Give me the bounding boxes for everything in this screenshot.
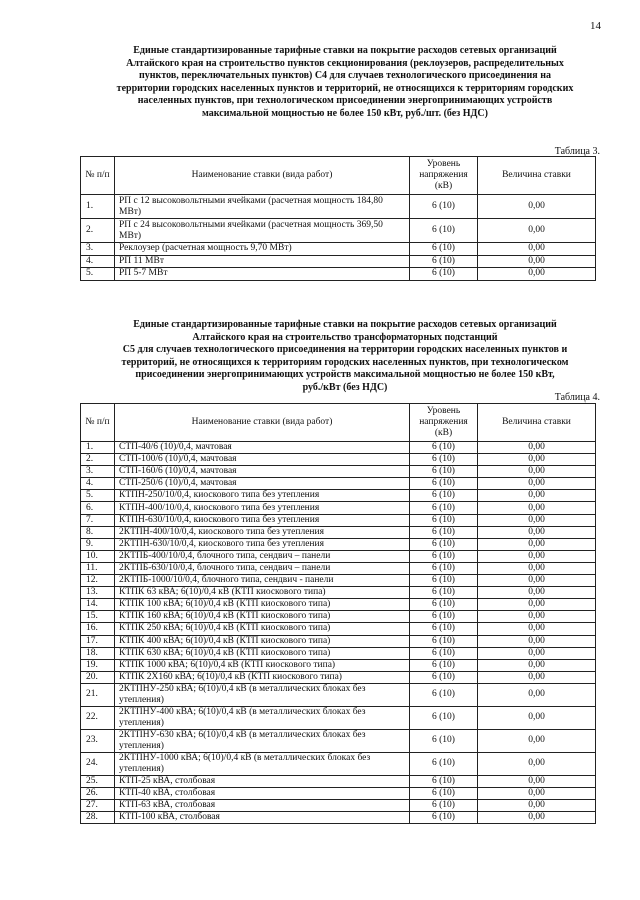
table-row bbox=[81, 575, 596, 587]
row-name: 2КТПН-630/10/0,4, киоскового типа без утепления bbox=[115, 538, 410, 550]
row-name: РП с 12 высоковольтными ячейками (расчетная мощность 184,80 МВт) bbox=[115, 195, 410, 219]
row-voltage: 6 (10) bbox=[410, 671, 478, 683]
row-name: СТП-40/6 (10)/0,4, мачтовая bbox=[115, 442, 410, 454]
row-name: КТПН-250/10/0,4, киоскового типа без утепления bbox=[115, 490, 410, 502]
row-voltage: 6 (10) bbox=[410, 478, 478, 490]
row-name: СТП-160/6 (10)/0,4, мачтовая bbox=[115, 466, 410, 478]
header-voltage: Уровень напряжения (кВ) bbox=[410, 404, 478, 442]
row-name: 2КТПНУ-250 кВА; 6(10)/0,4 кВ (в металлических блоках без утепления) bbox=[115, 683, 410, 706]
row-number: 10. bbox=[81, 550, 115, 562]
row-voltage: 6 (10) bbox=[410, 243, 478, 256]
row-voltage: 6 (10) bbox=[410, 466, 478, 478]
table-row bbox=[81, 671, 596, 683]
row-value: 0,00 bbox=[478, 599, 596, 611]
row-value: 0,00 bbox=[478, 800, 596, 812]
heading-line: Единые стандартизированные тарифные ставки на покрытие расходов сетевых организаций bbox=[133, 45, 557, 56]
row-voltage: 6 (10) bbox=[410, 587, 478, 599]
row-voltage: 6 (10) bbox=[410, 514, 478, 526]
row-value: 0,00 bbox=[478, 514, 596, 526]
row-number: 24. bbox=[81, 752, 115, 775]
row-voltage: 6 (10) bbox=[410, 490, 478, 502]
heading-line: Алтайского края на строительство пунктов секционирования (реклоузеров, распределительных bbox=[126, 57, 564, 69]
row-value: 0,00 bbox=[478, 562, 596, 574]
table-4-label: Таблица 4. bbox=[554, 392, 600, 403]
row-name: РП 5-7 МВт bbox=[115, 268, 410, 281]
row-name: 2КТПНУ-630 кВА; 6(10)/0,4 кВ (в металлических блоках без утепления) bbox=[115, 729, 410, 752]
table-row bbox=[81, 659, 596, 671]
row-name: РП 11 МВт bbox=[115, 255, 410, 268]
row-name: 2КТПНУ-400 кВА; 6(10)/0,4 кВ (в металлических блоках без утепления) bbox=[115, 706, 410, 729]
row-value: 0,00 bbox=[478, 478, 596, 490]
table-header-row bbox=[81, 157, 596, 195]
row-number: 9. bbox=[81, 538, 115, 550]
row-number: 2. bbox=[81, 219, 115, 243]
table-row bbox=[81, 255, 596, 268]
row-voltage: 6 (10) bbox=[410, 268, 478, 281]
row-value: 0,00 bbox=[478, 575, 596, 587]
row-voltage: 6 (10) bbox=[410, 550, 478, 562]
table-3-heading bbox=[80, 45, 610, 120]
table-row bbox=[81, 683, 596, 706]
row-voltage: 6 (10) bbox=[410, 526, 478, 538]
row-voltage: 6 (10) bbox=[410, 195, 478, 219]
row-name: 2КТПНУ-1000 кВА; 6(10)/0,4 кВ (в металлических блоках без утепления) bbox=[115, 752, 410, 775]
row-name: КТПК 400 кВА; 6(10)/0,4 кВ (КТП киоскового типа) bbox=[115, 635, 410, 647]
row-number: 2. bbox=[81, 454, 115, 466]
row-voltage: 6 (10) bbox=[410, 752, 478, 775]
heading-line: присоединении энергопринимающих устройств максимальной мощностью не более 150 кВт, bbox=[135, 369, 555, 380]
table-row bbox=[81, 466, 596, 478]
table-row bbox=[81, 219, 596, 243]
table-row bbox=[81, 623, 596, 635]
row-number: 5. bbox=[81, 268, 115, 281]
row-number: 14. bbox=[81, 599, 115, 611]
row-voltage: 6 (10) bbox=[410, 219, 478, 243]
table-row bbox=[81, 635, 596, 647]
row-voltage: 6 (10) bbox=[410, 599, 478, 611]
heading-line: С5 для случаев технологического присоединения на территории городских населенных пунктов и bbox=[122, 344, 568, 355]
row-name: КТПК 160 кВА; 6(10)/0,4 кВ (КТП киоскового типа) bbox=[115, 611, 410, 623]
table-row bbox=[81, 478, 596, 490]
row-name: СТП-100/6 (10)/0,4, мачтовая bbox=[115, 454, 410, 466]
row-number: 5. bbox=[81, 490, 115, 502]
table-row bbox=[81, 195, 596, 219]
row-number: 19. bbox=[81, 659, 115, 671]
table-row bbox=[81, 502, 596, 514]
table-row bbox=[81, 243, 596, 256]
row-value: 0,00 bbox=[478, 538, 596, 550]
row-number: 27. bbox=[81, 800, 115, 812]
row-value: 0,00 bbox=[478, 587, 596, 599]
row-voltage: 6 (10) bbox=[410, 787, 478, 799]
row-number: 28. bbox=[81, 812, 115, 824]
row-value: 0,00 bbox=[478, 195, 596, 219]
table-row bbox=[81, 787, 596, 799]
row-voltage: 6 (10) bbox=[410, 706, 478, 729]
row-value: 0,00 bbox=[478, 502, 596, 514]
row-number: 4. bbox=[81, 255, 115, 268]
row-voltage: 6 (10) bbox=[410, 812, 478, 824]
row-name: КТПК 63 кВА; 6(10)/0,4 кВ (КТП киоскового типа) bbox=[115, 587, 410, 599]
header-name: Наименование ставки (вида работ) bbox=[115, 404, 410, 442]
row-number: 20. bbox=[81, 671, 115, 683]
heading-line: Единые стандартизированные тарифные ставки на покрытие расходов сетевых организаций bbox=[133, 319, 557, 330]
row-voltage: 6 (10) bbox=[410, 562, 478, 574]
row-value: 0,00 bbox=[478, 729, 596, 752]
row-name: КТПК 100 кВА; 6(10)/0,4 кВ (КТП киоскового типа) bbox=[115, 599, 410, 611]
row-name: 2КТПБ-1000/10/0,4, блочного типа, сендвич - панели bbox=[115, 575, 410, 587]
table-row bbox=[81, 587, 596, 599]
heading-line: максимальной мощностью не более 150 кВт, руб./шт. (без НДС) bbox=[202, 107, 488, 119]
row-value: 0,00 bbox=[478, 243, 596, 256]
row-voltage: 6 (10) bbox=[410, 635, 478, 647]
row-number: 1. bbox=[81, 195, 115, 219]
table-row bbox=[81, 442, 596, 454]
row-voltage: 6 (10) bbox=[410, 255, 478, 268]
row-value: 0,00 bbox=[478, 775, 596, 787]
row-name: Реклоузер (расчетная мощность 9,70 МВт) bbox=[115, 243, 410, 256]
heading-line: территории городских населенных пунктов и территорий, не относящихся к территориям городских bbox=[116, 82, 574, 94]
row-number: 21. bbox=[81, 683, 115, 706]
row-value: 0,00 bbox=[478, 466, 596, 478]
row-voltage: 6 (10) bbox=[410, 575, 478, 587]
table-header-row bbox=[81, 404, 596, 442]
row-number: 1. bbox=[81, 442, 115, 454]
table-row bbox=[81, 812, 596, 824]
table-row bbox=[81, 599, 596, 611]
row-value: 0,00 bbox=[478, 787, 596, 799]
row-value: 0,00 bbox=[478, 550, 596, 562]
heading-line: населенных пунктов, при технологическом присоединении энергопринимающих устройств bbox=[137, 95, 553, 106]
table-row bbox=[81, 647, 596, 659]
row-voltage: 6 (10) bbox=[410, 454, 478, 466]
row-voltage: 6 (10) bbox=[410, 775, 478, 787]
row-value: 0,00 bbox=[478, 219, 596, 243]
header-value: Величина ставки bbox=[478, 404, 596, 442]
row-voltage: 6 (10) bbox=[410, 623, 478, 635]
row-number: 3. bbox=[81, 243, 115, 256]
table-4 bbox=[80, 403, 596, 824]
table-row bbox=[81, 490, 596, 502]
row-number: 13. bbox=[81, 587, 115, 599]
table-3 bbox=[80, 156, 596, 281]
heading-line: пунктов, переключательных пунктов) С4 для случаев технологического присоединения на bbox=[139, 70, 551, 81]
row-number: 15. bbox=[81, 611, 115, 623]
table-row bbox=[81, 526, 596, 538]
header-value: Величина ставки bbox=[478, 157, 596, 195]
row-number: 8. bbox=[81, 526, 115, 538]
row-voltage: 6 (10) bbox=[410, 659, 478, 671]
table-row bbox=[81, 706, 596, 729]
row-value: 0,00 bbox=[478, 683, 596, 706]
table-row bbox=[81, 454, 596, 466]
row-name: КТПН-400/10/0,4, киоскового типа без утепления bbox=[115, 502, 410, 514]
row-voltage: 6 (10) bbox=[410, 611, 478, 623]
row-voltage: 6 (10) bbox=[410, 442, 478, 454]
row-number: 17. bbox=[81, 635, 115, 647]
row-value: 0,00 bbox=[478, 490, 596, 502]
table-3-label: Таблица 3. bbox=[554, 146, 600, 157]
row-value: 0,00 bbox=[478, 635, 596, 647]
row-number: 25. bbox=[81, 775, 115, 787]
table-4-body bbox=[81, 442, 596, 824]
table-4-heading bbox=[80, 319, 610, 394]
row-number: 26. bbox=[81, 787, 115, 799]
row-number: 6. bbox=[81, 502, 115, 514]
row-name: КТПК 630 кВА; 6(10)/0,4 кВ (КТП киоскового типа) bbox=[115, 647, 410, 659]
row-name: РП с 24 высоковольтными ячейками (расчетная мощность 369,50 МВт) bbox=[115, 219, 410, 243]
row-value: 0,00 bbox=[478, 647, 596, 659]
row-voltage: 6 (10) bbox=[410, 800, 478, 812]
row-voltage: 6 (10) bbox=[410, 647, 478, 659]
row-value: 0,00 bbox=[478, 454, 596, 466]
header-num: № п/п bbox=[81, 404, 115, 442]
row-value: 0,00 bbox=[478, 752, 596, 775]
header-voltage: Уровень напряжения (кВ) bbox=[410, 157, 478, 195]
row-number: 4. bbox=[81, 478, 115, 490]
table-row bbox=[81, 268, 596, 281]
table-row bbox=[81, 514, 596, 526]
row-number: 23. bbox=[81, 729, 115, 752]
row-name: КТП-25 кВА, столбовая bbox=[115, 775, 410, 787]
heading-line: руб./кВт (без НДС) bbox=[302, 381, 388, 393]
table-row bbox=[81, 775, 596, 787]
page-number: 14 bbox=[590, 20, 601, 32]
heading-line: территорий, не относящихся к территориям городских населенных пунктов, при технологическом bbox=[121, 356, 569, 368]
row-value: 0,00 bbox=[478, 255, 596, 268]
row-voltage: 6 (10) bbox=[410, 729, 478, 752]
row-value: 0,00 bbox=[478, 623, 596, 635]
row-value: 0,00 bbox=[478, 706, 596, 729]
table-row bbox=[81, 538, 596, 550]
row-number: 16. bbox=[81, 623, 115, 635]
row-name: КТПН-630/10/0,4, киоскового типа без утепления bbox=[115, 514, 410, 526]
row-name: 2КТПН-400/10/0,4, киоскового типа без утепления bbox=[115, 526, 410, 538]
row-voltage: 6 (10) bbox=[410, 538, 478, 550]
table-row bbox=[81, 550, 596, 562]
row-name: СТП-250/6 (10)/0,4, мачтовая bbox=[115, 478, 410, 490]
row-name: КТПК 250 кВА; 6(10)/0,4 кВ (КТП киоскового типа) bbox=[115, 623, 410, 635]
row-value: 0,00 bbox=[478, 268, 596, 281]
row-name: 2КТПБ-630/10/0,4, блочного типа, сендвич – панели bbox=[115, 562, 410, 574]
table-row bbox=[81, 611, 596, 623]
row-value: 0,00 bbox=[478, 671, 596, 683]
table-row bbox=[81, 752, 596, 775]
row-number: 22. bbox=[81, 706, 115, 729]
row-name: КТП-100 кВА, столбовая bbox=[115, 812, 410, 824]
row-number: 12. bbox=[81, 575, 115, 587]
table-row bbox=[81, 562, 596, 574]
row-name: КТПК 1000 кВА; 6(10)/0,4 кВ (КТП киоскового типа) bbox=[115, 659, 410, 671]
row-number: 11. bbox=[81, 562, 115, 574]
row-value: 0,00 bbox=[478, 659, 596, 671]
table-row bbox=[81, 800, 596, 812]
heading-line: Алтайского края на строительство трансформаторных подстанций bbox=[192, 331, 498, 343]
row-name: 2КТПБ-400/10/0,4, блочного типа, сендвич – панели bbox=[115, 550, 410, 562]
row-number: 18. bbox=[81, 647, 115, 659]
row-name: КТПК 2Х160 кВА; 6(10)/0,4 кВ (КТП киоскового типа) bbox=[115, 671, 410, 683]
header-name: Наименование ставки (вида работ) bbox=[115, 157, 410, 195]
header-num: № п/п bbox=[81, 157, 115, 195]
row-name: КТП-40 кВА, столбовая bbox=[115, 787, 410, 799]
row-voltage: 6 (10) bbox=[410, 502, 478, 514]
row-value: 0,00 bbox=[478, 611, 596, 623]
row-number: 7. bbox=[81, 514, 115, 526]
table-3-body bbox=[81, 195, 596, 281]
row-number: 3. bbox=[81, 466, 115, 478]
row-value: 0,00 bbox=[478, 442, 596, 454]
row-voltage: 6 (10) bbox=[410, 683, 478, 706]
row-value: 0,00 bbox=[478, 526, 596, 538]
row-name: КТП-63 кВА, столбовая bbox=[115, 800, 410, 812]
row-value: 0,00 bbox=[478, 812, 596, 824]
table-row bbox=[81, 729, 596, 752]
